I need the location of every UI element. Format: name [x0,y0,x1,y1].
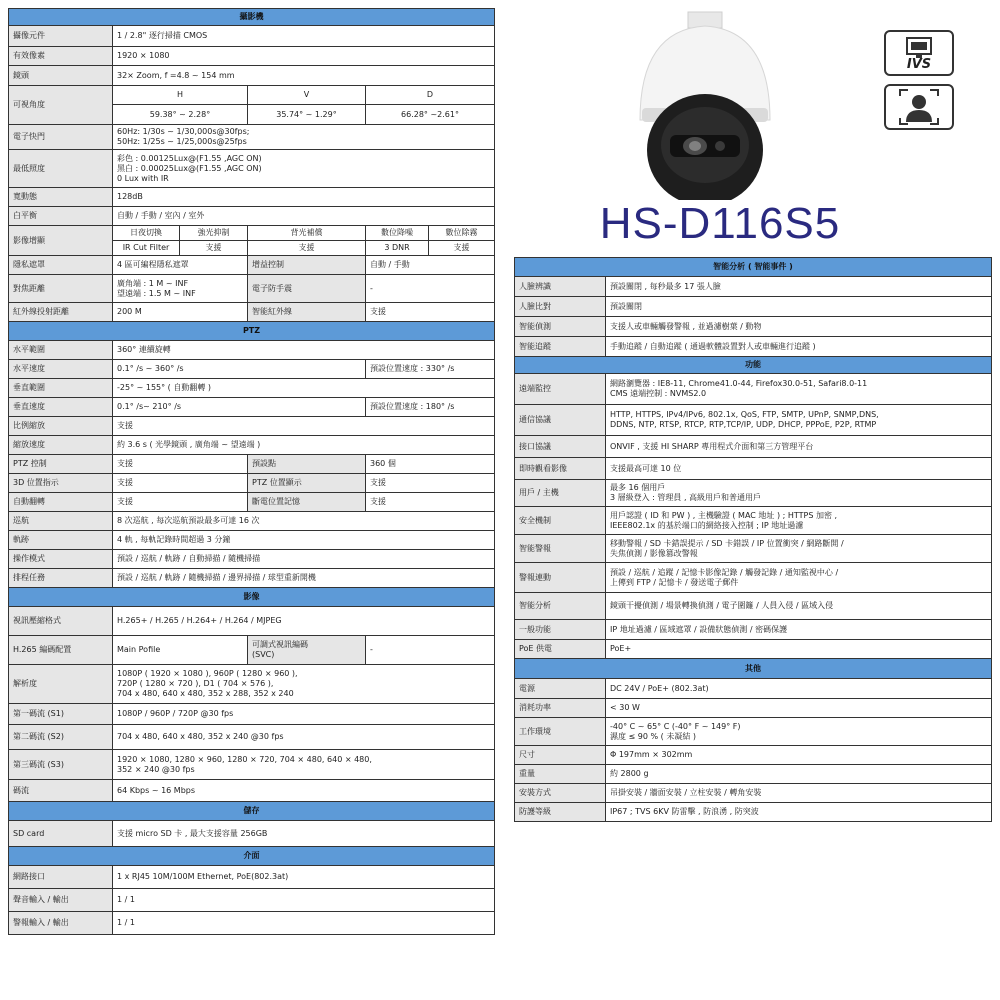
spec-value: 0.1° /s ~ 360° /s [113,360,366,379]
spec-label: 消耗功率 [515,699,606,718]
spec-value: - [366,275,495,303]
image-enh-header: 背光補償 [248,226,366,241]
spec-label: PTZ 控制 [9,455,113,474]
spec-value: 704 x 480, 640 x 480, 352 x 240 @30 fps [113,725,495,750]
camera-product-image [620,10,790,200]
spec-label: 水平範圍 [9,341,113,360]
spec-value: 自動 / 手動 [366,256,495,275]
spec-label: 視訊壓縮格式 [9,607,113,636]
spec-label: 碼流 [9,780,113,802]
spec-label: PoE 供電 [515,640,606,659]
spec-label: 用戶 / 主機 [515,480,606,507]
section-header-ptz: PTZ [9,322,495,341]
spec-value: 1 / 1 [113,889,495,912]
spec-label: 第三碼流 (S3) [9,750,113,780]
spec-value: 60Hz: 1/30s ~ 1/30,000s@30fps; 50Hz: 1/25s ~ 1/25,000s@25fps [113,125,495,150]
spec-label: 安裝方式 [515,784,606,803]
spec-label: 垂直速度 [9,398,113,417]
section-header-storage: 儲存 [9,802,495,821]
spec-value: 最多 16 個用戶 3 層級登入 : 管理員 , 高級用戶和普通用戶 [606,480,992,507]
fov-v-header: V [248,86,366,105]
spec-value: 鏡頭干擾偵測 / 場景轉換偵測 / 電子圍籬 / 人員入侵 / 區域入侵 [606,593,992,620]
spec-value: 網路瀏覽器 : IE8-11, Chrome41.0-44, Firefox30.0-51, Safari8.0-11 CMS 遠端控制 : NVMS2.0 [606,374,992,405]
spec-label: 增益控制 [248,256,366,275]
spec-value: 64 Kbps ~ 16 Mbps [113,780,495,802]
image-enh-value: 支援 [248,241,366,256]
image-enh-value: 3 DNR [366,241,429,256]
spec-value: 支援 [113,474,248,493]
spec-label: 智能紅外線 [248,303,366,322]
spec-value: 支援 micro SD 卡 , 最大支援容量 256GB [113,821,495,847]
spec-value: 預設位置速度 : 330° /s [366,360,495,379]
spec-value: 用戶認證 ( ID 和 PW ) , 主機驗證 ( MAC 地址 ) ; HTTPS 加密 , IEEE802.1x 的基於端口的網絡接入控制 ; IP 地址過濾 [606,507,992,535]
spec-value: 支援最高可達 10 位 [606,458,992,480]
spec-value: - [366,636,495,665]
section-header-other: 其他 [515,659,992,679]
spec-label: 防護等級 [515,803,606,822]
spec-value: Φ 197mm × 302mm [606,746,992,765]
left-spec-table [8,8,495,935]
image-enh-header: 數位除霧 [429,226,495,241]
spec-label: 聲音輸入 / 輸出 [9,889,113,912]
spec-value: 0.1° /s~ 210° /s [113,398,366,417]
spec-label: 智能追蹤 [515,337,606,357]
spec-label: 水平速度 [9,360,113,379]
spec-value: 4 區可編程隱私遮罩 [113,256,248,275]
spec-value: 自動 / 手動 / 室內 / 室外 [113,207,495,226]
spec-value: 200 M [113,303,248,322]
spec-label: 3D 位置指示 [9,474,113,493]
spec-value: H.265+ / H.265 / H.264+ / H.264 / MJPEG [113,607,495,636]
spec-value: ONVIF , 支援 HI SHARP 專用程式介面和第三方管理平台 [606,436,992,458]
spec-label: 遠端監控 [515,374,606,405]
spec-value: 彩色 : 0.00125Lux@(F1.55 ,AGC ON) 黑白 : 0.00025Lux@(F1.55 ,AGC ON) 0 Lux with IR [113,150,495,188]
spec-label: 有效像素 [9,47,113,66]
spec-value: 1080P ( 1920 × 1080 ), 960P ( 1280 × 960 ), 720P ( 1280 × 720 ), D1 ( 704 × 576 ), 704 x 480, 640 x 480, 352 x 288, 352 x 240 [113,665,495,704]
spec-label: 白平衡 [9,207,113,226]
spec-value: 32× Zoom, f =4.8 ~ 154 mm [113,66,495,86]
spec-value: 1920 × 1080 [113,47,495,66]
fov-h-value: 59.38° ~ 2.28° [113,105,248,125]
spec-label: 人臉辨識 [515,277,606,297]
spec-label: 比例縮放 [9,417,113,436]
spec-label: 安全機制 [515,507,606,535]
spec-value: < 30 W [606,699,992,718]
spec-value: IP67 ; TVS 6KV 防雷擊 , 防浪湧 , 防突波 [606,803,992,822]
spec-value: DC 24V / PoE+ (802.3at) [606,679,992,699]
image-enh-header: 數位降噪 [366,226,429,241]
face-recognition-badge [884,84,954,130]
image-enh-value: 支援 [429,241,495,256]
spec-label: 網路接口 [9,866,113,889]
spec-value: 1 / 1 [113,912,495,935]
spec-value: HTTP, HTTPS, IPv4/IPv6, 802.1x, QoS, FTP, SMTP, UPnP, SNMP,DNS, DDNS, NTP, RTSP, RTCP, RTP,TCP/IP, UDP, DHCP, PPPoE, P2P, RTMP [606,405,992,436]
spec-value: 預設 / 巡航 / 追蹤 / 記憶卡影像記錄 / 觸發記錄 / 通知監視中心 / 上傳到 FTP / 記憶卡 / 發送電子郵件 [606,563,992,593]
spec-value: 360 個 [366,455,495,474]
spec-label: 警報輸入 / 輸出 [9,912,113,935]
ivs-badge [884,30,954,76]
spec-value: 支援 [366,474,495,493]
spec-label: 智能偵測 [515,317,606,337]
spec-value: 廣角端 : 1 M ~ INF 望遠端 : 1.5 M ~ INF [113,275,248,303]
spec-label: 電源 [515,679,606,699]
spec-value: 移動警報 / SD 卡錯誤提示 / SD 卡錯誤 / IP 位置衝突 / 網路斷開 / 失焦偵測 / 影像篡改警報 [606,535,992,563]
spec-value: 預設 / 巡航 / 軌跡 / 自動掃描 / 隨機掃描 [113,550,495,569]
spec-value: 支援 [113,417,495,436]
spec-value: 支援 [366,303,495,322]
spec-value: 約 2800 g [606,765,992,784]
spec-label: 軌跡 [9,531,113,550]
spec-label: 垂直範圍 [9,379,113,398]
spec-label: 智能分析 [515,593,606,620]
spec-value: -40° C ~ 65° C (-40° F ~ 149° F) 濕度 ≤ 90 % ( 未凝結 ) [606,718,992,746]
spec-label: 斷電位置記憶 [248,493,366,512]
section-header-smart-analysis: 智能分析 ( 智能事件 ) [515,258,992,277]
spec-label: 寬動態 [9,188,113,207]
spec-value: 預設 / 巡航 / 軌跡 / 隨機掃描 / 邊界掃描 / 球型重新開機 [113,569,495,588]
spec-label: 攝像元件 [9,26,113,47]
face-recognition-icon [886,86,952,128]
spec-label: 警報連動 [515,563,606,593]
spec-label: 可調式視訊編碼 (SVC) [248,636,366,665]
fov-v-value: 35.74° ~ 1.29° [248,105,366,125]
spec-label: 排程任務 [9,569,113,588]
spec-label: 智能警報 [515,535,606,563]
spec-label: 自動翻轉 [9,493,113,512]
spec-value: 1 / 2.8" 逐行掃描 CMOS [113,26,495,47]
spec-label: 通信協議 [515,405,606,436]
fov-d-value: 66.28° ~2.61° [366,105,495,125]
spec-value: 360° 連續旋轉 [113,341,495,360]
spec-label: 影像增顯 [9,226,113,256]
spec-value: 支援人或車輛觸發警報 , 並過濾樹葉 / 動物 [606,317,992,337]
spec-value: -25° ~ 155° ( 自動翻轉 ) [113,379,495,398]
spec-label: 鏡頭 [9,66,113,86]
spec-value: 預設關閉 [606,297,992,317]
spec-label: 隱私遮罩 [9,256,113,275]
spec-label: 對焦距離 [9,275,113,303]
image-enh-header: 日夜切換 [113,226,180,241]
spec-label: 電子防手震 [248,275,366,303]
spec-label: 最低照度 [9,150,113,188]
spec-label: 第二碼流 (S2) [9,725,113,750]
spec-label: H.265 編碼配置 [9,636,113,665]
image-enh-header: 強光抑制 [180,226,248,241]
spec-label: 人臉比對 [515,297,606,317]
spec-value: PoE+ [606,640,992,659]
section-header-camera: 攝影機 [9,9,495,26]
spec-label: 電子快門 [9,125,113,150]
spec-value: 1080P / 960P / 720P @30 fps [113,704,495,725]
section-header-functions: 功能 [515,357,992,374]
spec-value: 支援 [113,493,248,512]
spec-value: 128dB [113,188,495,207]
spec-label: 接口協議 [515,436,606,458]
spec-value: 手動追蹤 / 自動追蹤 ( 通過軟體設置對人或車輛進行追蹤 ) [606,337,992,357]
spec-label: 預設點 [248,455,366,474]
spec-label: 紅外線投射距離 [9,303,113,322]
spec-value: 1920 × 1080, 1280 × 960, 1280 × 720, 704 × 480, 640 × 480, 352 × 240 @30 fps [113,750,495,780]
spec-value: 約 3.6 s ( 光學鏡頭 , 廣角端 ~ 望遠端 ) [113,436,495,455]
spec-value: 預設位置速度 : 180° /s [366,398,495,417]
image-enh-value: 支援 [180,241,248,256]
spec-value: 8 次巡航 , 每次巡航預設最多可達 16 次 [113,512,495,531]
right-spec-table [514,257,992,822]
section-header-video: 影像 [9,588,495,607]
spec-label: PTZ 位置顯示 [248,474,366,493]
spec-label: 縮放速度 [9,436,113,455]
spec-value: 支援 [113,455,248,474]
spec-label: SD card [9,821,113,847]
ivs-label: IVS [906,57,932,72]
spec-value: 4 軌 , 每軌記錄時間超過 3 分鐘 [113,531,495,550]
section-header-interface: 介面 [9,847,495,866]
spec-value: 預設關閉 , 每秒最多 17 張人臉 [606,277,992,297]
spec-label: 操作模式 [9,550,113,569]
spec-label: 第一碼流 (S1) [9,704,113,725]
spec-value: 支援 [366,493,495,512]
spec-value: IP 地址過濾 / 區域遮罩 / 設備狀態偵測 / 密碼保護 [606,620,992,640]
model-title: HS-D116S5 [599,199,841,248]
spec-label: 即時觀看影像 [515,458,606,480]
image-enh-value: IR Cut Filter [113,241,180,256]
fov-d-header: D [366,86,495,105]
spec-label: 重量 [515,765,606,784]
spec-label: 可視角度 [9,86,113,125]
spec-value: 1 x RJ45 10M/100M Ethernet, PoE(802.3at) [113,866,495,889]
spec-value: Main Pofile [113,636,248,665]
spec-label: 巡航 [9,512,113,531]
spec-label: 一般功能 [515,620,606,640]
spec-label: 工作環境 [515,718,606,746]
fov-h-header: H [113,86,248,105]
spec-label: 解析度 [9,665,113,704]
spec-value: 吊掛安裝 / 牆面安裝 / 立柱安裝 / 轉角安裝 [606,784,992,803]
spec-label: 尺寸 [515,746,606,765]
